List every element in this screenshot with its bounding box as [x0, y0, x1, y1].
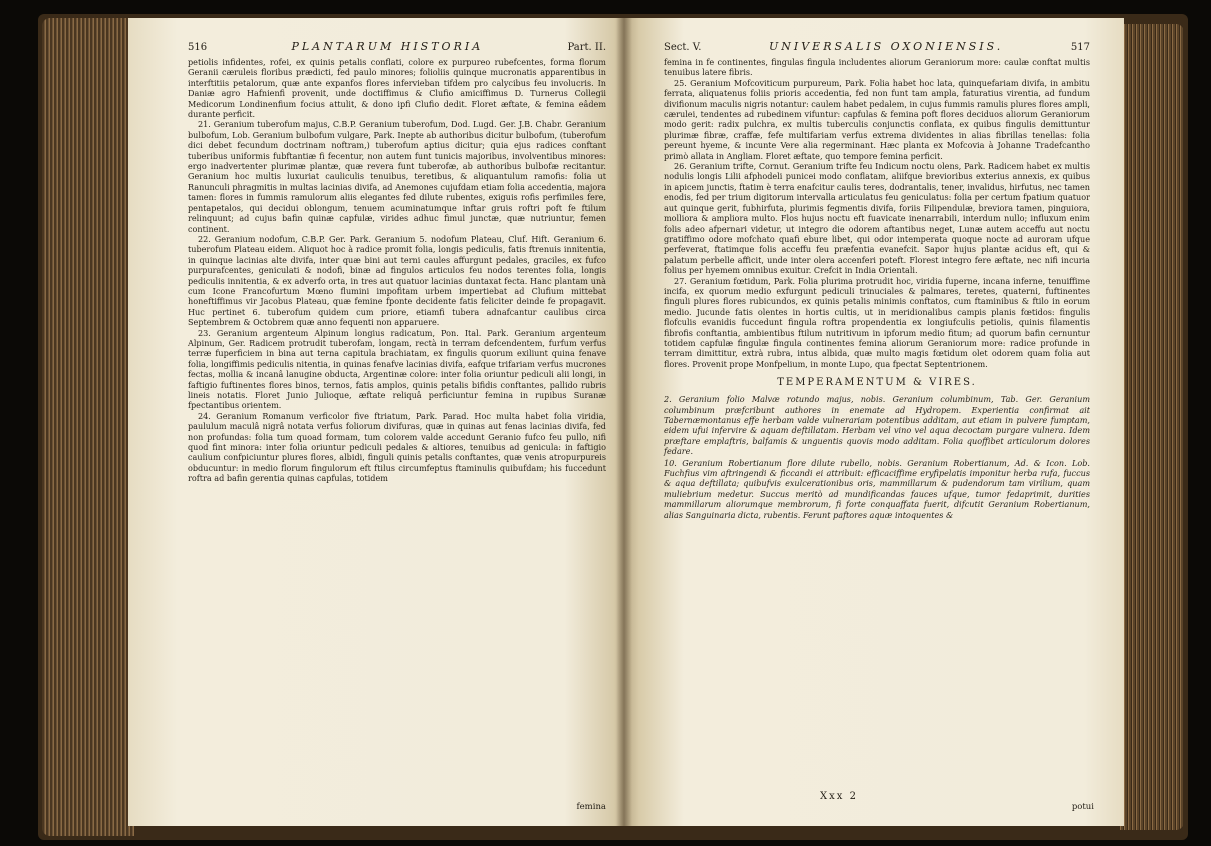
paragraph: femina in fe continentes, fingulas fingula includentes aliorum Geraniorum more: caulæ conftat multis tenuibus latere fibris. — [664, 57, 1090, 78]
signature-mark: Xxx 2 — [820, 791, 858, 802]
page-edges-left — [42, 18, 134, 836]
virtue-entry: 10. Geranium Robertianum flore dilute rubello, nobis. Geranium Robertianum, Ad. & Icon. Lob. Fuchfius vim aftringendi & ficcandi ei attribuit: efficaciffime eryfipelatis imponitur herba rufa, fuccus & aqua deftillata; quibufvis exulcerationibus oris, mammillarum & pudendorum tam virilium, quam muliebrium medetur. Succus meritò ad mundificandas fauces ufque, tumor fedaprimit, durities mammillarum aliorumque membrorum, fi forte conquaffata fuerit, difcutit Geranium Robertianum, alias Sanguinaria dicta, rubentis. Ferunt paftores aquæ intoquentes & — [664, 457, 1090, 520]
left-page — [128, 18, 624, 826]
section-heading: TEMPERAMENTUM & VIRES. — [777, 377, 977, 389]
catchword: femina — [576, 802, 606, 812]
paragraph: 24. Geranium Romanum verficolor five ftriatum, Park. Parad. Hoc multa habet folia viridia, paululum maculâ nigrâ notata verfus foliorum divifuras, quæ in quinas aut fenas lacinias divifa, fed non profundas: folia tum quoad formam, tum colorem valde accedunt Geranio fufco feu pullo, nifi quod fint minora: inter folia oriuntur pediculi pedales & altiores, tenuibus ad genicula: in faftigio caulium confpiciuntur plures flores, albidi, finguli quinis petalis conftantes, quæ venis atropurpureis obducuntur: in medio florum fingulorum eft ftilus circumfeptus ftaminulis quibufdam; his fuccedunt roftra ad bafin gerentia quinas capfulas, totidem — [188, 410, 606, 484]
page-number: 517 — [1070, 42, 1090, 53]
paragraph: 23. Geranium argenteum Alpinum longius radicatum, Pon. Ital. Park. Geranium argenteum Alpinum, Ger. Radicem protrudit tuberofam, longam, rectà in terram defcendentem, furfum verfus terræ fuperficiem in bina aut terna capitula brachiatam, ex fingulis quorum exiliunt quina fenave folia, longiffimis pediculis nitentia, in quinas fenafve lacinias divifa, eafque trifariam verfus mucrones fectas, mollia & incanâ lanugine obducta, Argentinæ colore: inter folia oriuntur pediculi alii longi, in faftigio fuftinentes flores binos, ternos, fatis amplos, quinis petalis bifidis conftantes, pallido rubris lineis notatis. Floret Junio Julioque, æftate reliquâ perficiuntur femina in rupibus Suranæ fpectantibus orientem. — [188, 327, 606, 411]
running-title: UNIVERSALIS OXONIENSIS. — [769, 40, 1004, 53]
part-label: Part. II. — [567, 42, 606, 53]
virtue-entry: 2. Geranium folio Malvæ rotundo majus, nobis. Geranium columbinum, Tab. Ger. Geranium columbinum præfcribunt authores in enemate ad Hydropem. Experientia confirmat ait Tabernæmontanus effe herbam valde vulnerariam potentibus additam, aut etiam in pulvere fumptam, eidem ufui infervire & aquam deftillatam. Herbam vel vino vel aqua decoctam purgare vulnera. Idem præftare emplaftris, balfamis & unguentis quovis modo additam. Folia quoffibet articulorum dolores fedare. — [664, 394, 1090, 457]
virtues-section — [664, 394, 1090, 520]
right-page — [624, 18, 1124, 826]
paragraph: 25. Geranium Mofcoviticum purpureum, Park. Folia habet hoc lata, quinquefariam divifa, in ambitu ferrata, aliquatenus foliis prioris accedentia, fed non funt tam ampla, faturatius virentia, ad fundum divifionum maculis nigris notantur: caulem habet pedalem, in cujus fummis ramulis plures flores ampli, cærulei, tendentes ad rubedinem vifuntur: capfulas & femina poft flores deciduos aliorum Geraniorum modo gerit: radix pulchra, ex multis tuberculis conjunctis conflata, ex quibus fingulis demittuntur plurimæ fibræ, craffæ, fefe multifariam verfus extrema dividentes in alias fibrillas tenellas: folia pereunt hyeme, & incunte Vere alia regerminant. Hæc planta ex Mofcovia à Johanne Tradefcantho primò allata in Angliam. Floret æftate, quo tempore femina perficit. — [664, 77, 1090, 161]
paragraph: 27. Geranium fœtidum, Park. Folia plurima protrudit hoc, viridia fuperne, incana inferne, tenuiffime incifa, ex quorum medio exfurgunt pediculi trinuciales & palmares, teretes, quaterni, fuftinentes finguli plures flores rubicundos, ex quinis petalis minimis conftatos, cum ftaminibus & ftilo in eorum medio. Jucunde fatis olentes in hortis cultis, ut in meridionalibus campis planis fœtidos: fingulis flofculis evanidis fuccedunt fingula roftra propendentia ex longiufculis petiolis, quinis filamentis fibrofis conftantia, ambientibus ftilum nutritivum in ipforum medio fitum; ad quorum bafin cernuntur totidem capfulæ fingulæ fingula continentes femina aliorum Geraniorum more: radice profunde in terram dimittitur, extrà rubra, intus albida, quæ multo magis fœtidum olet odorem quam folia aut flores. Provenit prope Monfpelium, in monte Lupo, qua fpectat Septentrionem. — [664, 275, 1090, 369]
paragraph: 21. Geranium tuberofum majus, C.B.P. Geranium tuberofum, Dod. Lugd. Ger. J.B. Chabr. Geranium bulbofum, Lob. Geranium bulbofum vulgare, Park. Inepte ab authoribus dicitur bulbofum, (tuberofum dici debet fecundum doctrinam noftram,) tuberofum aptius dicitur; quia ejus radices conftant tuberibus uniformis fubftantiæ fi fecentur, non autem funt tunicis majoribus, involventibus minores: ergo inadvertenter plurimæ plantæ, quæ revera funt tuberofæ, ab authoribus bulbofæ recitantur. Geranium hoc multis luxuriat cauliculis tenuibus, teretibus, & aliquantulum ramofis: folia ut Ranunculi phragmitis in multas lacinias divifa, ad Anemones cujufdam etiam folia accedentia, majora tamen: flores in fummis ramulorum aliis elegantes fed dilute rubentes, exiguis rofis perfimiles fere, pentapetalos, qui decidui oblongum, tenuem acuminatumque inftar gruis roftri poft fe ftilum relinquunt; ad cujus bafin quinæ capfulæ, virides adhuc fimul junctæ, quæ nutriuntur, femen continent. — [188, 119, 606, 234]
paragraph: 26. Geranium trifte, Cornut. Geranium trifte feu Indicum noctu olens, Park. Radicem habet ex multis nodulis longis Lilii afphodeli punicei modo conflatam, aliifque brevioribus exterius annexis, ex quibus in apicem junctis, ftatim è terra enafcitur caulis teres, dodrantalis, tener, invalidus, hirfutus, nec tamen enodis, fed per trium digitorum intervalla articulatus feu geniculatus: folia per certum fpatium quatuor aut quinque gerit, fubhirfuta, plurimis fegmentis divifa, foriis Filipendulæ, breviora tamen, pinguiora, molliora & ampliora multo. Flos hujus noctu eft fuavicate inenarrabili, interdum nullo; influxum enim folis adeo afpernari videtur, ut integro die odorem aftantibus neget, Lunæ autem acceffu aut noctu gratiffimo odore mofchato quafi ebure libet, qui odor intemperata quoque nocte ad auroram ufque perfeverat, ftatimque folis acceffu feu præfentia evanefcit. Sapor hujus plantæ acidus eft, qui & palatum perbelle afficit, unde inter olera accenferi poteft. Florest integro fere æftate, nec nifi incuria folius per hyemem omnibus exuitur. Crefcit in India Orientali. — [664, 161, 1090, 276]
right-page-body — [664, 57, 1090, 369]
left-page-body — [188, 57, 606, 484]
running-title: PLANTARUM HISTORIA — [291, 40, 484, 53]
paragraph: 22. Geranium nodofum, C.B.P. Ger. Park. Geranium 5. nodofum Plateau, Cluf. Hift. Geranium 6. tuberofum Plateau eidem. Aliquot hoc à radice promit folia, longis pediculis, fatis ftrenuis innitentia, in quinque lacinias alte divifa, inter quæ bini aut terni caules affurgunt pedales, graciles, ex fufco purpurafcentes, geniculati & nodofi, binæ ad fingulos articulos feu nodos terentes folia, longis pediculis innitentia, & ex adverfo orta, in tres aut quatuor lacinias duntaxat fecta. Hanc plantam unà cum Icone Francofurtum Mœno flumini impofitam urbem impertiebat ad Clufium mittebat honeftiffimus vir Jacobus Plateau, quæ femine fponte decidente fatis feliciter deinde fe propagavit. Huc pertinet 6. tuberofum quidem cum priore, etiamfi tubera adnafcantur caulibus circa Septembrem & Octobrem quæ anno fequenti non apparuere. — [188, 233, 606, 328]
page-edges-right — [1120, 24, 1184, 830]
running-head-left — [188, 40, 606, 53]
running-head-right — [664, 40, 1090, 53]
catchword: potui — [1071, 802, 1094, 812]
section-label: Sect. V. — [664, 42, 702, 53]
paragraph: petiolis infidentes, rofei, ex quinis petalis conflati, colore ex purpureo rubefcentes, forma florum Geranii cæruleis floribus prædicti, fed paulo minores; folioliis quinque mucronatis apparentibus in interftitiis petalorum, quæ ante expanfos flores infervieban tifdem pro calycibus feu involucris. In Daniæ agro Hafnienfi provenit, unde doctiffimus & Clufio amiciffimus D. Turnerus Collegii Medicorum Londinenfium focius attulit, & dono ipfi Clufio dedit. Floret æftate, & femina eâdem durante perficit. — [188, 57, 606, 120]
page-number: 516 — [188, 42, 208, 53]
